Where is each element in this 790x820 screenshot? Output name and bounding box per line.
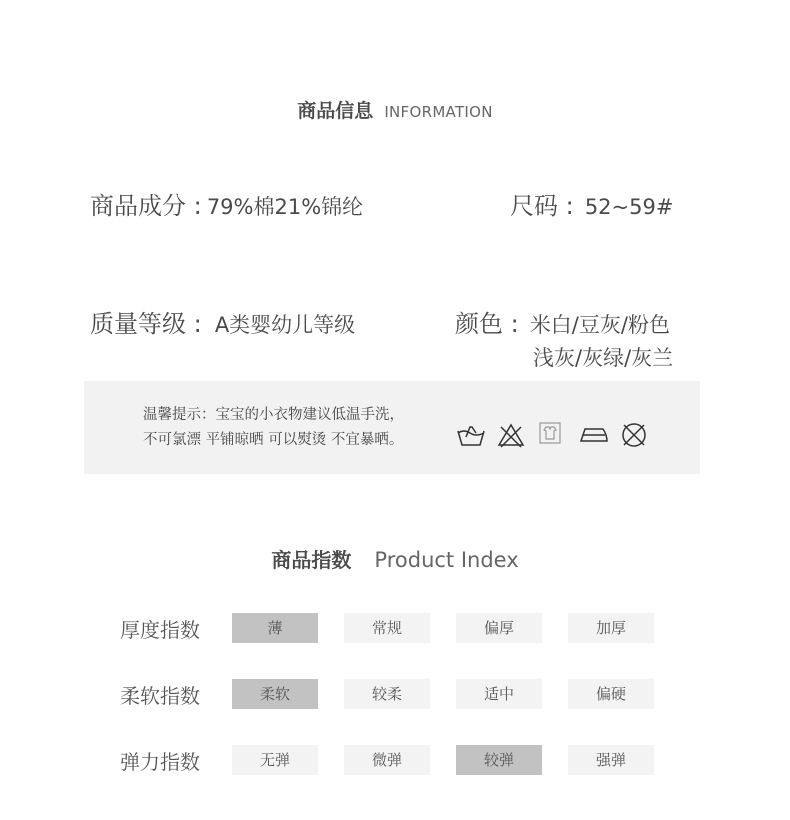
section-title-en: INFORMATION xyxy=(384,103,493,121)
softness-option: 适中 xyxy=(456,679,542,709)
no-tumble-dry-icon xyxy=(620,421,648,449)
thickness-option: 偏厚 xyxy=(456,613,542,643)
grade-value: A类婴幼儿等级 xyxy=(214,313,356,337)
thickness-option: 常规 xyxy=(344,613,430,643)
thickness-option: 加厚 xyxy=(568,613,654,643)
softness-option: 柔软 xyxy=(232,679,318,709)
index-title xyxy=(0,544,790,573)
grade-label: 质量等级 : xyxy=(90,310,202,338)
grade-row xyxy=(90,304,355,339)
softness-label: 柔软指数 xyxy=(120,684,200,708)
iron-icon xyxy=(579,421,607,449)
color-line2: 浅灰/灰绿/灰兰 xyxy=(533,346,674,370)
index-title-cn: 商品指数 xyxy=(271,548,352,572)
dry-flat-icon xyxy=(538,421,566,449)
no-bleach-icon xyxy=(497,421,525,449)
section-title xyxy=(0,96,790,123)
elasticity-label: 弹力指数 xyxy=(120,750,200,774)
elasticity-option: 强弹 xyxy=(568,745,654,775)
size-row xyxy=(510,186,673,221)
hand-wash-icon xyxy=(456,421,484,449)
size-value: 52~59# xyxy=(584,195,674,219)
softness-option: 偏硬 xyxy=(568,679,654,709)
elasticity-option: 无弹 xyxy=(232,745,318,775)
color-line1: 米白/豆灰/粉色 xyxy=(529,313,670,337)
composition-row xyxy=(90,186,363,221)
size-label: 尺码 : xyxy=(510,192,574,220)
thickness-option: 薄 xyxy=(232,613,318,643)
care-notice-line2: 不可氯漂 平铺晾晒 可以熨烫 不宜暴晒。 xyxy=(143,432,404,448)
thickness-label: 厚度指数 xyxy=(120,618,200,642)
elasticity-option: 微弹 xyxy=(344,745,430,775)
composition-value: 79%棉21%锦纶 xyxy=(206,195,364,219)
care-notice-text xyxy=(143,403,404,453)
elasticity-option: 较弹 xyxy=(456,745,542,775)
care-notice-box xyxy=(84,381,700,474)
care-notice-line1: 温馨提示：宝宝的小衣物建议低温手洗， xyxy=(143,407,404,423)
softness-option: 较柔 xyxy=(344,679,430,709)
section-title-cn: 商品信息 xyxy=(297,100,374,122)
care-icons xyxy=(456,421,648,449)
color-label: 颜色 : xyxy=(455,310,519,338)
color-row xyxy=(455,304,670,339)
index-title-en: Product Index xyxy=(374,548,519,572)
composition-label: 商品成分 : xyxy=(90,192,202,220)
